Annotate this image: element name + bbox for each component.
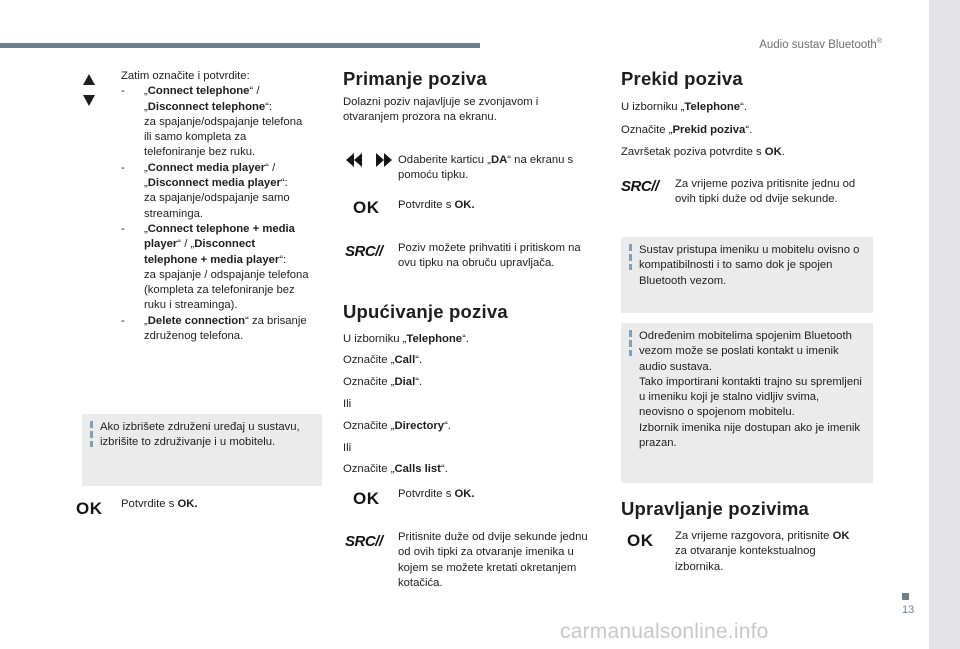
select-tab-text: Odaberite karticu „DA“ na ekranu s pomoću tipku. [398,154,574,182]
page-number: 13 [902,604,915,616]
header-bar [0,43,480,48]
left-right-arrows-icon [346,153,392,167]
select-dial: Označite „Dial“. [343,376,423,388]
src-steering-button-icon: SRC// [621,178,659,195]
src-steering-button-icon: SRC// [345,243,383,260]
info-box: Određenim mobitelima spojenim Bluetooth vezom može se poslati kontakt u imenik audio sustava. Tako importirani kontakti trajno su spremljeni u imeniku koji je stalno vidljiv svima, neovisno o spojenom mobitelu. Izbornik imenika nije dostupan ako je imenik prazan. [621,323,873,483]
end-call-confirm: Završetak poziva potvrdite s OK. [621,146,785,158]
select-directory: Označite „Directory“. [343,420,451,432]
ok-button-icon: OK [353,198,380,217]
info-icon [90,421,93,447]
info-icon [629,244,632,270]
section-title-incoming: Primanje poziva [343,68,487,89]
ok-button-icon: OK [627,531,654,550]
select-end-call: Označite „Prekid poziva“. [621,124,753,136]
up-down-arrows-icon [83,74,97,106]
list-item: - „Connect media player“ / „Disconnect media player“: za spajanje/odspajanje samo streaminga. [121,161,290,220]
page-marker [902,593,909,600]
src-steering-button-icon: SRC// [345,533,383,550]
info-box: Sustav pristupa imeniku u mobitelu ovisno o kompatibilnosti i to samo dok je spojen Bluetooth vezom. [621,237,873,313]
page-header-title: Audio sustav Bluetooth® [759,38,882,51]
section-title-outgoing: Upućivanje poziva [343,301,508,322]
menu-telephone: U izborniku „Telephone“. [621,101,747,113]
context-menu-text: Za vrijeme razgovora, pritisnite OK za otvaranje kontekstualnog izbornika. [675,530,850,573]
confirm-text: Potvrdite s OK. [398,199,475,211]
incoming-description: Dolazni poziv najavljuje se zvonjavom i otvaranjem prozora na ekranu. [343,96,539,124]
or-text: Ili [343,398,352,410]
list-item: - „Delete connection“ za brisanje združenog telefona. [121,314,307,343]
accept-call-text: Poziv možete prihvatiti i pritiskom na ovu tipku na obruču upravljača. [398,242,581,270]
select-calls-list: Označite „Calls list“. [343,463,448,475]
confirm-text: Potvrdite s OK. [398,488,475,500]
watermark: carmanualsonline.info [560,620,769,643]
select-call: Označite „Call“. [343,354,423,366]
menu-telephone: U izborniku „Telephone“. [343,333,469,345]
list-item: - „Connect telephone“ / „Disconnect telephone“: za spajanje/odspajanje telefona ili samo kompleta za telefoniranje bez ruku. [121,85,303,159]
ok-button-icon: OK [76,499,103,518]
section-title-end-call: Prekid poziva [621,68,743,89]
list-item: - „Connect telephone + media player“ / „Disconnect telephone + media player“: za spajanje / odspajanje telefona (kompleta za telefoniranje bez ruku i streaminga). [121,222,309,312]
confirm-text: Potvrdite s OK. [121,498,198,510]
info-box: Ako izbrišete združeni uređaj u sustavu, izbrišite to združivanje i u mobitelu. [82,414,322,486]
or-text: Ili [343,442,352,454]
page-side-strip [929,0,960,649]
connection-options [121,69,311,344]
end-call-key-text: Za vrijeme poziva pritisnite jednu od ovih tipki duže od dvije sekunde. [675,178,856,206]
open-directory-text: Pritisnite duže od dvije sekunde jednu od ovih tipki za otvaranje imenika u kojem se možete kretati okretanjem kotačića. [398,531,588,589]
ok-button-icon: OK [353,489,380,508]
section-title-manage-calls: Upravljanje pozivima [621,498,810,519]
info-icon [629,330,632,356]
intro-text: Zatim označite i potvrdite: [121,70,250,82]
